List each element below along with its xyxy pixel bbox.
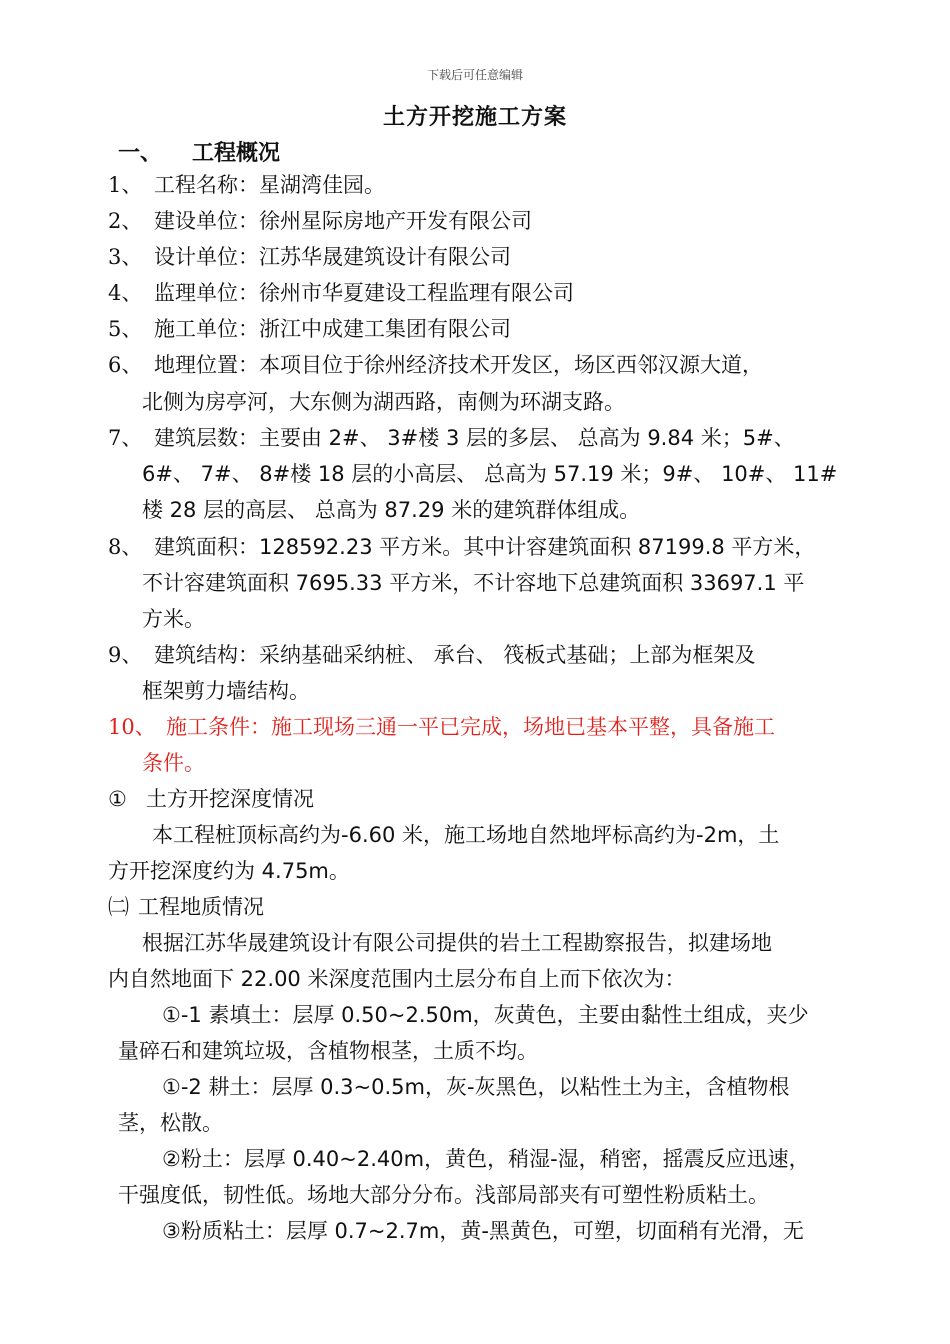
item-continuation: 框架剪力墙结构。 <box>142 679 310 703</box>
soil-layer-1-1: ①-1 素填土：层厚 0.50~2.50m，灰黄色，主要由黏性土组成，夹少 <box>162 1003 809 1027</box>
item-number: 10、 <box>108 715 156 739</box>
item-text: 监理单位：徐州市华夏建设工程监理有限公司 <box>154 281 574 305</box>
subsection-marker: ㈡ <box>108 895 129 919</box>
item-continuation: 北侧为房亭河，大东侧为湖西路，南侧为环湖支路。 <box>142 390 625 414</box>
subsection-heading-geology <box>108 892 264 922</box>
item-number: 1、 <box>108 173 143 197</box>
list-item-4 <box>108 278 574 308</box>
section-title: 工程概况 <box>192 141 281 166</box>
item-number: 3、 <box>108 245 143 269</box>
subsection-marker: ① <box>108 787 127 811</box>
item-number: 4、 <box>108 281 143 305</box>
soil-layer-continuation: 量碎石和建筑垃圾，含植物根茎，土质不均。 <box>118 1039 538 1063</box>
soil-layer-continuation: 茎，松散。 <box>118 1111 223 1135</box>
paragraph-line: 根据江苏华晟建筑设计有限公司提供的岩土工程勘察报告，拟建场地 <box>142 931 772 955</box>
list-item-7 <box>108 423 795 453</box>
list-item-6 <box>108 350 763 380</box>
soil-layer-continuation: 干强度低，韧性低。场地大部分分布。浅部局部夹有可塑性粉质粘土。 <box>118 1183 769 1207</box>
list-item-5 <box>108 314 511 344</box>
item-continuation: 方米。 <box>142 607 205 631</box>
item-text: 施工单位：浙江中成建工集团有限公司 <box>154 317 511 341</box>
item-text: 建筑面积：128592.23 平方米。其中计容建筑面积 87199.8 平方米， <box>154 535 816 559</box>
list-item-3 <box>108 242 511 272</box>
item-continuation: 不计容建筑面积 7695.33 平方米，不计容地下总建筑面积 33697.1 平 <box>142 571 805 595</box>
item-number: 7、 <box>108 426 143 450</box>
paragraph-line: 内自然地面下 22.00 米深度范围内土层分布自上而下依次为： <box>108 967 686 991</box>
item-continuation: 条件。 <box>142 751 205 775</box>
item-number: 5、 <box>108 317 143 341</box>
section-heading-overview <box>118 136 280 167</box>
soil-layer-1-2: ①-2 耕土：层厚 0.3~0.5m，灰-灰黑色，以粘性土为主，含植物根 <box>162 1075 790 1099</box>
item-number: 6、 <box>108 353 143 377</box>
list-item-2 <box>108 206 532 236</box>
item-number: 8、 <box>108 535 143 559</box>
header-note: 下载后可任意编辑 <box>426 68 523 82</box>
soil-layer-3: ③粉质粘土：层厚 0.7~2.7m，黄-黑黄色，可塑，切面稍有光滑，无 <box>162 1219 804 1243</box>
item-text: 工程名称：星湖湾佳园。 <box>154 173 385 197</box>
list-item-9 <box>108 640 755 670</box>
subsection-title: 土方开挖深度情况 <box>146 787 314 811</box>
list-item-10 <box>108 712 775 742</box>
item-text: 施工条件：施工现场三通一平已完成，场地已基本平整，具备施工 <box>166 715 775 739</box>
subsection-heading-depth <box>108 784 314 814</box>
page-title: 土方开挖施工方案 <box>382 105 567 130</box>
item-text: 地理位置：本项目位于徐州经济技术开发区，场区西邻汉源大道， <box>154 353 763 377</box>
item-text: 建设单位：徐州星际房地产开发有限公司 <box>154 209 532 233</box>
item-text: 设计单位：江苏华晟建筑设计有限公司 <box>154 245 511 269</box>
list-item-8 <box>108 532 815 562</box>
item-number: 2、 <box>108 209 143 233</box>
subsection-title: 工程地质情况 <box>138 895 264 919</box>
item-text: 建筑结构：采纳基础采纳桩、 承台、 筏板式基础；上部为框架及 <box>154 643 756 667</box>
paragraph-line: 方开挖深度约为 4.75m。 <box>108 859 350 883</box>
soil-layer-2: ②粉土：层厚 0.40~2.40m，黄色，稍湿-湿，稍密，摇震反应迅速， <box>162 1147 810 1171</box>
item-continuation: 楼 28 层的高层、 总高为 87.29 米的建筑群体组成。 <box>142 498 641 522</box>
list-item-1 <box>108 170 385 200</box>
item-continuation: 6#、 7#、 8#楼 18 层的小高层、 总高为 57.19 米；9#、 10#、 11# <box>142 462 838 486</box>
section-number: 一、 <box>118 141 163 166</box>
paragraph-line: 本工程桩顶标高约为-6.60 米，施工场地自然地坪标高约为-2m，土 <box>152 823 780 847</box>
item-text: 建筑层数：主要由 2#、 3#楼 3 层的多层、 总高为 9.84 米；5#、 <box>154 426 795 450</box>
item-number: 9、 <box>108 643 143 667</box>
